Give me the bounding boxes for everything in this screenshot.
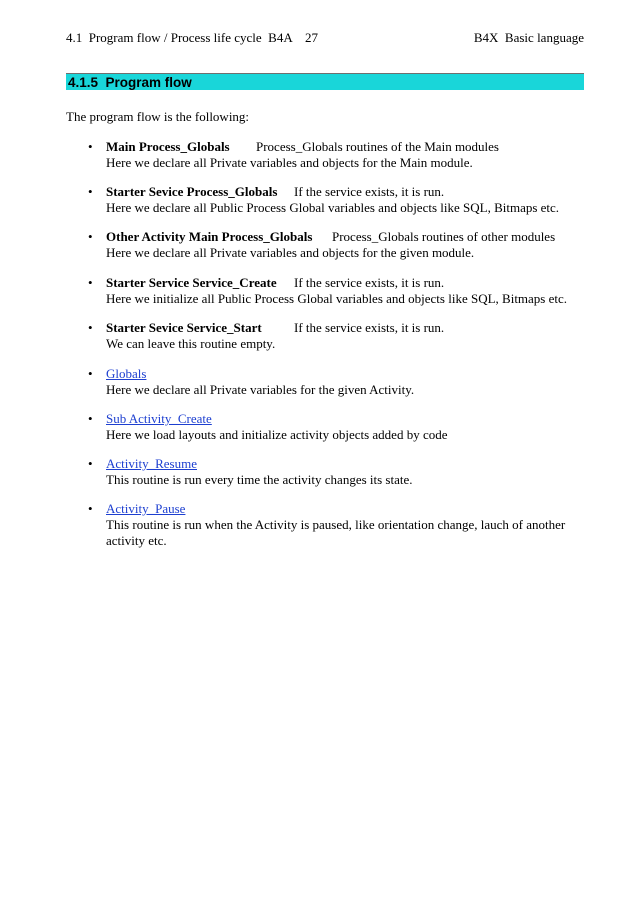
item-title: Starter Sevice Service_Start bbox=[106, 320, 262, 335]
page-header-left: 4.1 Program flow / Process life cycle B4A 27 bbox=[66, 30, 319, 45]
item-body: Here we declare all Private variables and objects for the Main module. bbox=[106, 155, 473, 170]
link-activity-pause[interactable]: Activity_Pause bbox=[106, 501, 186, 516]
section-heading: 4.1.5 Program flow bbox=[66, 73, 584, 90]
item-title: Starter Sevice Process_Globals bbox=[106, 184, 278, 199]
bullet-icon: • bbox=[88, 229, 93, 244]
item-body: Here we declare all Private variables and objects for the given module. bbox=[106, 245, 475, 260]
bullet-icon: • bbox=[88, 275, 93, 290]
item-body: This routine is run when the Activity is paused, like orientation change, lauch of another bbox=[106, 517, 566, 532]
page-header-right: B4X Basic language bbox=[473, 30, 584, 45]
link-globals[interactable]: Globals bbox=[106, 366, 147, 381]
item-body: We can leave this routine empty. bbox=[106, 336, 276, 351]
item-body: This routine is run every time the activity changes its state. bbox=[106, 472, 413, 487]
bullet-icon: • bbox=[88, 366, 93, 381]
bullet-icon: • bbox=[88, 184, 93, 199]
item-body: Here we load layouts and initialize activity objects added by code bbox=[106, 427, 448, 442]
item-body-continued: activity etc. bbox=[106, 533, 167, 548]
intro-paragraph: The program flow is the following: bbox=[66, 109, 250, 124]
item-title: Main Process_Globals bbox=[106, 139, 230, 154]
bullet-icon: • bbox=[88, 139, 93, 154]
item-title: Starter Service Service_Create bbox=[106, 275, 277, 290]
item-inline-description: If the service exists, it is run. bbox=[294, 320, 445, 335]
item-inline-description: If the service exists, it is run. bbox=[294, 184, 445, 199]
bullet-icon: • bbox=[88, 501, 93, 516]
bullet-icon: • bbox=[88, 411, 93, 426]
link-activity-resume[interactable]: Activity_Resume bbox=[106, 456, 197, 471]
item-body: Here we declare all Public Process Global variables and objects like SQL, Bitmaps etc. bbox=[106, 200, 560, 215]
item-title: Other Activity Main Process_Globals bbox=[106, 229, 313, 244]
item-body: Here we declare all Private variables for the given Activity. bbox=[106, 382, 415, 397]
bullet-icon: • bbox=[88, 320, 93, 335]
item-inline-description: Process_Globals routines of other modules bbox=[332, 229, 556, 244]
item-body: Here we initialize all Public Process Global variables and objects like SQL, Bitmaps etc. bbox=[106, 291, 568, 306]
bullet-icon: • bbox=[88, 456, 93, 471]
link-sub-activity-create[interactable]: Sub Activity_Create bbox=[106, 411, 212, 426]
item-inline-description: Process_Globals routines of the Main modules bbox=[256, 139, 499, 154]
item-inline-description: If the service exists, it is run. bbox=[294, 275, 445, 290]
